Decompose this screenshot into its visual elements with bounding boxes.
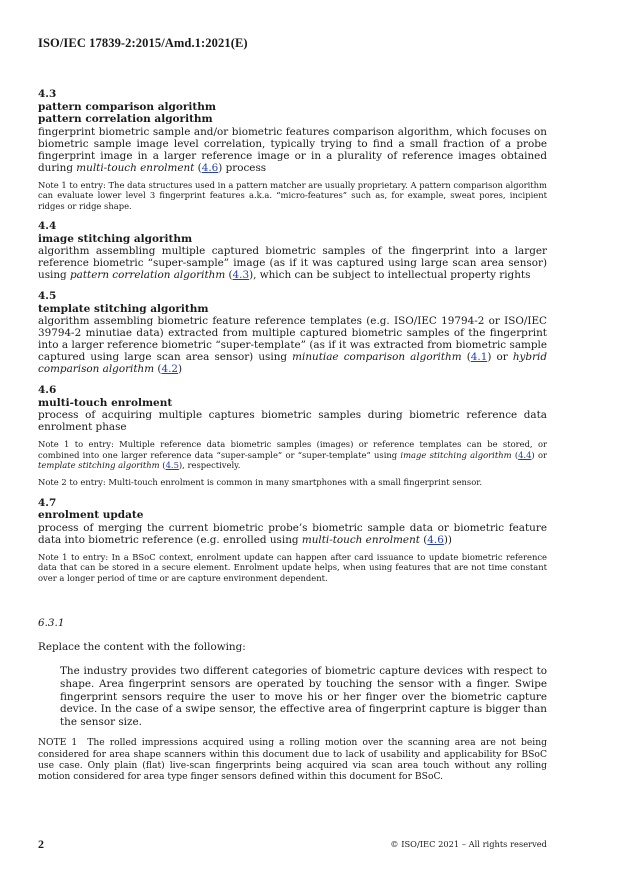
italic-term: multi-touch enrolment	[301, 533, 420, 546]
terms-list	[38, 88, 547, 583]
cross-reference-link[interactable]: 4.6	[201, 161, 219, 174]
term-name: enrolment update	[38, 509, 144, 522]
text-run: process of acquiring multiple captures biometric samples during biometric reference data enrolment phase	[38, 409, 547, 434]
term-entry	[38, 497, 547, 584]
italic-term: pattern correlation algorithm	[70, 269, 226, 282]
document-header: ISO/IEC 17839-2:2015/Amd.1:2021(E)	[38, 36, 248, 50]
cross-reference-link[interactable]: 4.5	[165, 460, 179, 471]
clause-note	[38, 737, 547, 782]
text-run: (	[225, 269, 233, 282]
note-label: NOTE 1	[38, 737, 78, 749]
term-number: 4.5	[38, 290, 57, 303]
note-to-entry	[38, 477, 547, 488]
copyright-notice: © ISO/IEC 2021 – All rights reserved	[390, 839, 547, 849]
page-number: 2	[38, 837, 44, 851]
text-run: (	[154, 363, 162, 376]
text-run: )	[177, 363, 183, 376]
term-name: pattern comparison algorithm	[38, 100, 216, 113]
term-number: 4.6	[38, 384, 57, 397]
text-run: (	[511, 449, 519, 460]
text-run: ) or	[531, 449, 547, 460]
text-run: ), which can be subject to intellectual property rights	[249, 269, 531, 282]
text-run: fingerprint biometric sample and/or biometric features comparison algorithm, which focuses on biometric sample image level correlation, typically trying to find a small fraction of a probe fingerprint image in a larger reference image or in a plurality of reference images obtained during	[38, 125, 547, 174]
cross-reference-link[interactable]: 4.2	[161, 363, 178, 376]
cross-reference-link[interactable]: 4.4	[518, 449, 532, 460]
term-name: multi-touch enrolment	[38, 396, 173, 409]
text-run: ), respectively.	[178, 460, 241, 471]
term-name: template stitching algorithm	[38, 302, 209, 315]
text-run: ))	[443, 533, 452, 546]
italic-term: image stitching algorithm	[400, 449, 512, 460]
clause-instruction: Replace the content with the following:	[38, 641, 246, 654]
italic-term: template stitching algorithm	[38, 460, 160, 471]
term-entry	[38, 290, 547, 375]
term-entry	[38, 88, 547, 211]
term-definition	[38, 315, 547, 375]
cross-reference-link[interactable]: 4.3	[232, 269, 250, 282]
term-definition	[38, 245, 547, 281]
text-run: process of merging the current biometric probe’s biometric sample data or biometric feature data into biometric reference (e.g. enrolled using	[38, 521, 547, 546]
italic-term: hybrid comparison algorithm	[38, 351, 548, 376]
term-number: 4.3	[38, 88, 57, 100]
italic-term: minutiae comparison algorithm	[292, 351, 462, 364]
cross-reference-link[interactable]: 4.6	[427, 533, 444, 546]
term-definition	[38, 522, 547, 546]
text-run: (	[159, 460, 166, 471]
amendment-clause	[38, 617, 547, 782]
cross-reference-link[interactable]: 4.1	[470, 351, 488, 364]
term-name: image stitching algorithm	[38, 232, 193, 245]
text-run: ) process	[218, 161, 267, 174]
term-entry	[38, 220, 547, 281]
text-run: algorithm assembling multiple captured biometric samples of the fingerprint into a larger reference biometric “super-sample” image (as if it was captured using large scan area sensor) using	[38, 245, 547, 282]
note-to-entry	[38, 552, 547, 584]
term-number: 4.7	[38, 496, 57, 509]
note-to-entry	[38, 439, 547, 471]
term-name: pattern correlation algorithm	[38, 113, 213, 125]
text-run: algorithm assembling biometric feature reference templates (e.g. ISO/IEC 19794-2 or ISO/IEC 39794-2 minutiae data) extracted from multiple captured biometric samples of the fingerprint into a larger reference biometric “super-template” (as if it was extracted from biometric sample captured using large scan area sensor) using	[38, 315, 547, 364]
clause-number: 6.3.1	[38, 617, 65, 630]
term-number: 4.4	[38, 220, 57, 233]
text-run: (	[461, 351, 471, 364]
note-to-entry	[38, 180, 547, 212]
replacement-text: The industry provides two different categories of biometric capture devices with respect to shape. Area fingerprint sensors are operated by touching the sensor with a finger. Swipe fingerprint sensors require the user to move his or her finger over the biometric capture device. In the case of a swipe sensor, the effective area of fingerprint capture is bigger than the sensor size.	[60, 665, 547, 728]
note-text: The rolled impressions acquired using a rolling motion over the scanning area are not being considered for area shape scanners within this document due to lack of usability and applicability for BSoC use case. Only plain (flat) live-scan fingerprints being acquired via scan area touch without any rolling motion considered for area type finger sensors defined within this document for BSoC.	[38, 737, 547, 783]
text-run: Note 1 to entry: The data structures used in a pattern matcher are usually proprietary. A pattern comparison algorithm can evaluate lower level 3 fingerprint features a.k.a. “micro-features” such as, for example, sweat pores, incipient ridges or ridge shape.	[38, 179, 547, 211]
term-definition	[38, 126, 547, 174]
text-run: (	[194, 161, 202, 174]
document-body	[38, 88, 547, 782]
text-run: (	[419, 533, 428, 546]
text-run: Note 1 to entry: In a BSoC context, enrolment update can happen after card issuance to update biometric reference data that can be stored in a secure element. Enrolment update helps, when using features that are not time constant over a longer period of time or are capture environment dependent.	[38, 551, 547, 583]
text-run: ) or	[487, 351, 513, 364]
italic-term: multi-touch enrolment	[76, 161, 195, 174]
text-run: Note 1 to entry: Multiple reference data biometric samples (images) or reference templates can be stored, or combined into one larger reference data “super-sample” or “super-template” using	[38, 439, 547, 460]
text-run: Note 2 to entry: Multi-touch enrolment is common in many smartphones with a small fingerprint sensor.	[38, 477, 483, 488]
term-definition	[38, 409, 547, 433]
term-entry	[38, 384, 547, 487]
